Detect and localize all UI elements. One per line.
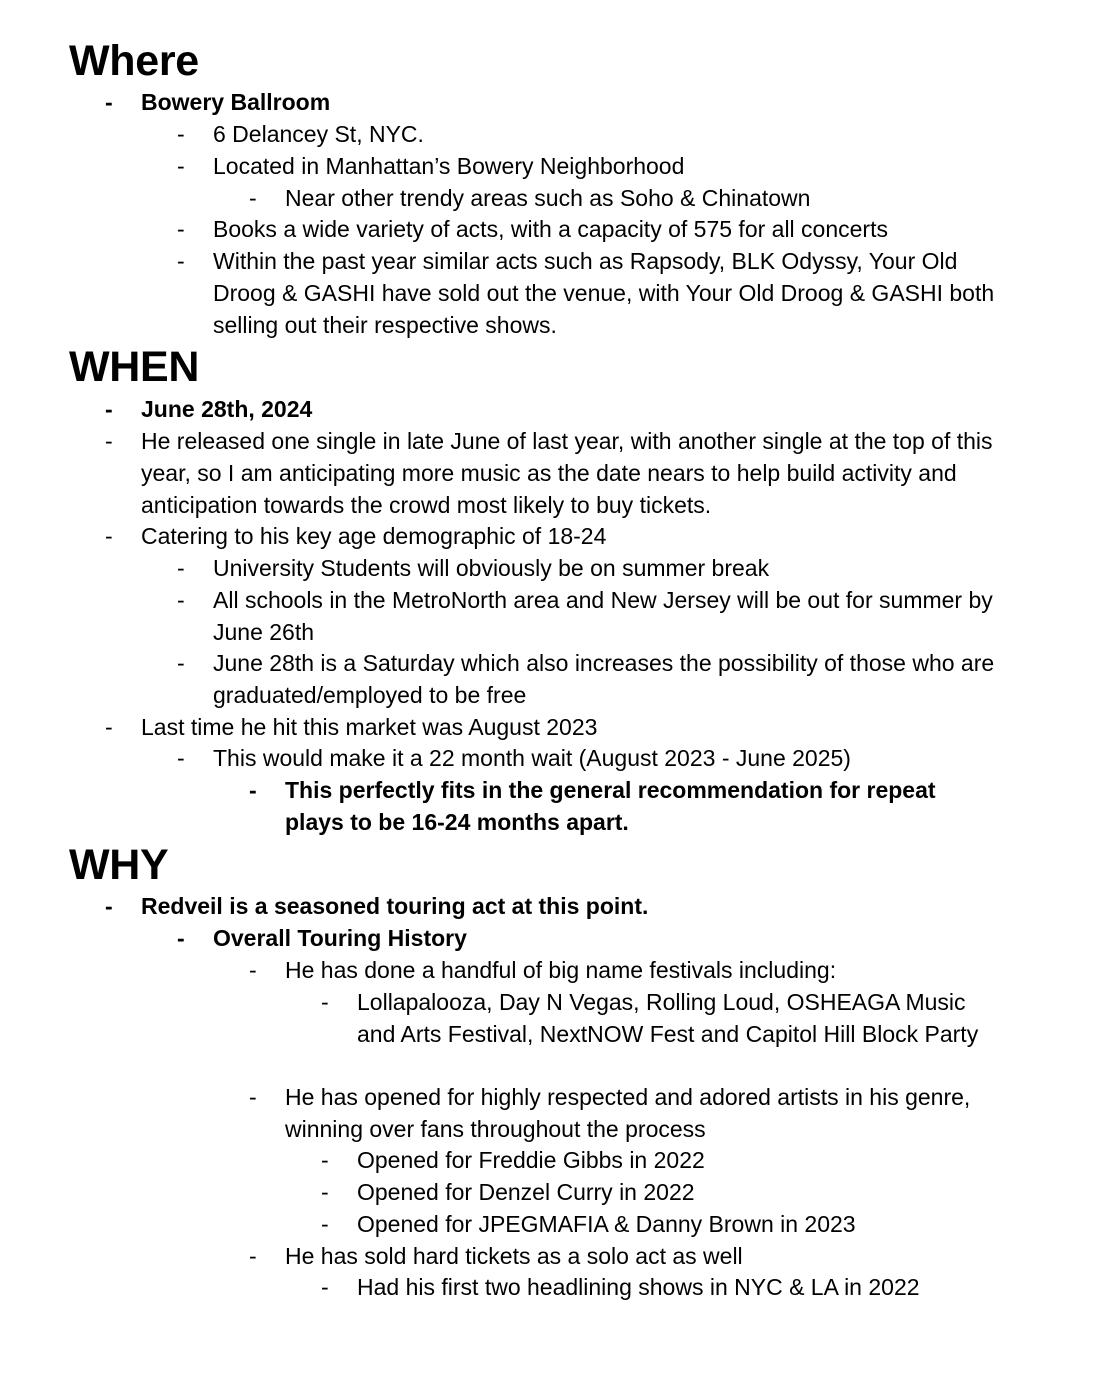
list-item bbox=[177, 923, 1013, 955]
heading-where: Where bbox=[69, 37, 199, 85]
bullet-dash: - bbox=[321, 1179, 329, 1205]
list-item bbox=[249, 1082, 1010, 1146]
list-item-text: Opened for JPEGMAFIA & Danny Brown in 2023 bbox=[357, 1211, 856, 1237]
list-item bbox=[105, 87, 1011, 119]
bullet-dash: - bbox=[177, 650, 185, 676]
bullet-dash: - bbox=[249, 1243, 257, 1269]
bullet-dash: - bbox=[177, 925, 185, 951]
list-item bbox=[177, 119, 1013, 151]
list-item bbox=[249, 1241, 1015, 1273]
venue-name: Bowery Ballroom bbox=[141, 89, 331, 115]
bullet-dash: - bbox=[249, 957, 257, 983]
list-item bbox=[321, 987, 1002, 1051]
list-item-text: Books a wide variety of acts, with a capacity of 575 for all concerts bbox=[213, 216, 888, 242]
list-item-text: Last time he hit this market was August 2023 bbox=[141, 714, 598, 740]
list-item bbox=[321, 1177, 1012, 1209]
list-item-text: 6 Delancey St, NYC. bbox=[213, 121, 424, 147]
list-item bbox=[321, 1272, 1012, 1304]
list-item bbox=[177, 151, 1013, 183]
list-item bbox=[105, 712, 1011, 744]
bullet-dash: - bbox=[177, 555, 185, 581]
list-item-text: Opened for Denzel Curry in 2022 bbox=[357, 1179, 695, 1205]
list-item-text: University Students will obviously be on summer break bbox=[213, 555, 770, 581]
list-item-text: He has sold hard tickets as a solo act as well bbox=[285, 1243, 743, 1269]
list-item bbox=[177, 246, 1003, 341]
list-item-text: Within the past year similar acts such as Rapsody, BLK Odyssy, Your Old Droog & GASHI have sold out the venue, with Your Old Droog & GASHI both selling out their respective shows. bbox=[213, 248, 995, 338]
bullet-dash: - bbox=[105, 893, 113, 919]
bullet-dash: - bbox=[105, 523, 113, 549]
list-item bbox=[105, 394, 1011, 426]
bullet-dash: - bbox=[177, 153, 185, 179]
bullet-dash: - bbox=[177, 216, 185, 242]
list-item-text: Had his first two headlining shows in NYC & LA in 2022 bbox=[357, 1274, 920, 1300]
bullet-dash: - bbox=[321, 1147, 329, 1173]
list-item-text: Near other trendy areas such as Soho & Chinatown bbox=[285, 185, 811, 211]
bullet-dash: - bbox=[177, 248, 185, 274]
bullet-dash: - bbox=[249, 1084, 257, 1110]
list-item bbox=[249, 183, 1015, 215]
list-item bbox=[105, 521, 1011, 553]
list-item bbox=[321, 1209, 1012, 1241]
bullet-dash: - bbox=[177, 745, 185, 771]
list-item-text: He has done a handful of big name festivals including: bbox=[285, 957, 837, 983]
list-item-text: Overall Touring History bbox=[213, 925, 467, 951]
list-item bbox=[177, 743, 1013, 775]
bullet-dash: - bbox=[177, 121, 185, 147]
list-item bbox=[249, 775, 985, 839]
list-item-text: June 28th is a Saturday which also increases the possibility of those who are graduated/employed to be free bbox=[213, 650, 995, 708]
list-item-text: This perfectly fits in the general recommendation for repeat plays to be 16-24 months apart. bbox=[285, 777, 936, 835]
list-item-text: Catering to his key age demographic of 18-24 bbox=[141, 523, 607, 549]
list-item-text: Lollapalooza, Day N Vegas, Rolling Loud, OSHEAGA Music and Arts Festival, NextNOW Fest and Capitol Hill Block Party bbox=[357, 989, 979, 1047]
list-item bbox=[177, 648, 1003, 712]
heading-why: WHY bbox=[69, 841, 169, 889]
list-item-text: Redveil is a seasoned touring act at this point. bbox=[141, 893, 649, 919]
list-item bbox=[321, 1145, 1012, 1177]
list-item bbox=[249, 955, 1015, 987]
bullet-dash: - bbox=[105, 714, 113, 740]
heading-when: WHEN bbox=[69, 343, 200, 391]
list-item-text: Opened for Freddie Gibbs in 2022 bbox=[357, 1147, 705, 1173]
list-item bbox=[177, 214, 1013, 246]
list-item-text: He released one single in late June of last year, with another single at the top of this year, so I am anticipating more music as the date nears to help build activity and anticipation towards the crowd most likely to buy tickets. bbox=[141, 428, 993, 518]
bullet-dash: - bbox=[177, 587, 185, 613]
list-item-text: Located in Manhattan’s Bowery Neighborhood bbox=[213, 153, 685, 179]
bullet-dash: - bbox=[321, 989, 329, 1015]
bullet-dash: - bbox=[105, 89, 113, 115]
list-item bbox=[177, 585, 1003, 649]
bullet-dash: - bbox=[249, 185, 257, 211]
bullet-dash: - bbox=[321, 1274, 329, 1300]
list-item bbox=[177, 553, 1013, 585]
event-date: June 28th, 2024 bbox=[141, 396, 313, 422]
bullet-dash: - bbox=[321, 1211, 329, 1237]
bullet-dash: - bbox=[105, 428, 113, 454]
list-item-text: He has opened for highly respected and adored artists in his genre, winning over fans throughout the process bbox=[285, 1084, 971, 1142]
bullet-dash: - bbox=[105, 396, 113, 422]
list-item bbox=[105, 426, 1001, 521]
list-item bbox=[105, 891, 1011, 923]
list-item-text: This would make it a 22 month wait (August 2023 - June 2025) bbox=[213, 745, 851, 771]
bullet-dash: - bbox=[249, 777, 257, 803]
list-item-text: All schools in the MetroNorth area and New Jersey will be out for summer by June 26th bbox=[213, 587, 993, 645]
